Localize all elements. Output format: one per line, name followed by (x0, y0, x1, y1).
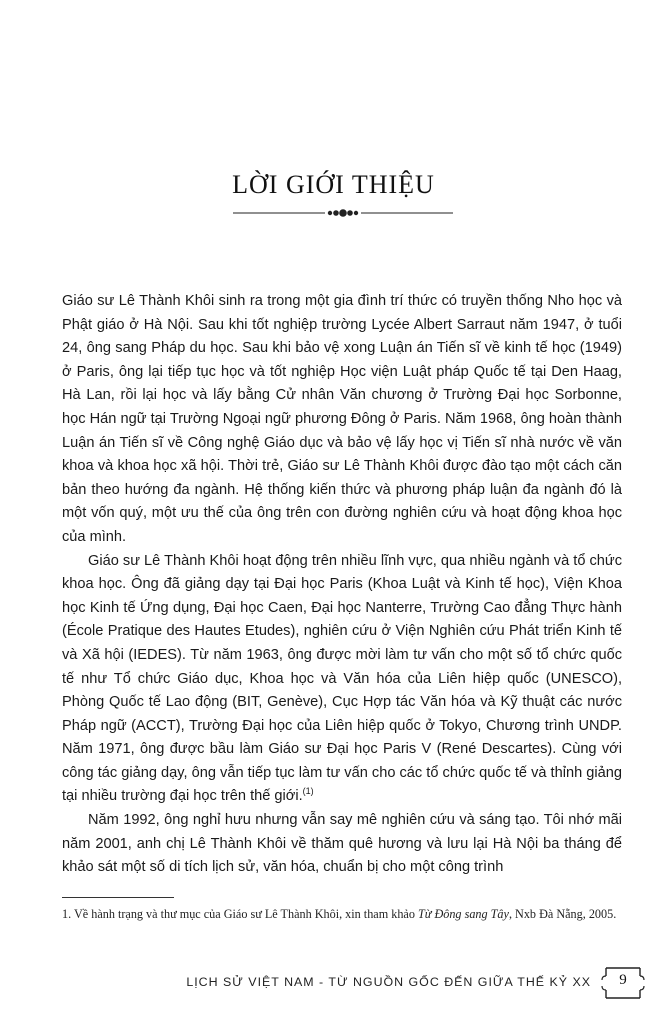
running-head: LỊCH SỬ VIỆT NAM - TỪ NGUỒN GỐC ĐẾN GIỮA THẾ KỶ XX (186, 975, 591, 989)
paragraph-1: Giáo sư Lê Thành Khôi sinh ra trong một gia đình trí thức có truyền thống Nho học và Phật giáo ở Hà Nội. Sau khi tốt nghiệp trường Lycée Albert Sarraut năm 1947, ở tuổi 24, ông sang Pháp du học. Sau khi bảo vệ xong Luận án Tiến sĩ về kinh tế học (1949) ở Paris, ông lại tiếp tục học và tốt nghiệp Học viện Luật pháp Quốc tế tại Den Haag, Hà Lan, rồi lại học và lấy bằng Cử nhân Văn chương ở Trường Đại học Sorbonne, học Hán ngữ tại Trường Ngoại ngữ phương Đông ở Paris. Năm 1968, ông hoàn thành Luận án Tiến sĩ về Công nghệ Giáo dục và bảo vệ lấy học vị Tiến sĩ nhà nước về văn khoa và khoa học xã hội. Thời trẻ, Giáo sư Lê Thành Khôi được đào tạo một cách căn bản theo hướng đa ngành. Hệ thống kiến thức và phương pháp luận đa ngành đó là một vốn quý, một ưu thế của ông trên con đường nghiên cứu và hoạt động khoa học của mình. (62, 293, 622, 545)
page-number: 9 (619, 972, 627, 988)
paragraph-2-text: Giáo sư Lê Thành Khôi hoạt động trên nhiều lĩnh vực, qua nhiều ngành và tổ chức khoa học. Ông đã giảng dạy tại Đại học Paris (Khoa Luật và Kinh tế học), Viện Khoa học Kinh tế Ứng dụng, Đại học Caen, Đại học Nanterre, Trường Cao đẳng Thực hành (École Pratique des Hautes Etudes), nghiên cứu ở Viện Nghiên cứu Phát triển Kinh tế và Xã hội (IEDES). Từ năm 1963, ông được mời làm tư vấn cho một số tổ chức quốc tế như Tổ chức Giáo dục, Khoa học và Văn hóa của Liên hiệp quốc (UNESCO), Phòng Quốc tế Lao động (BIT, Genève), Cục Hợp tác Văn hóa và Kỹ thuật các nước Pháp ngữ (ACCT), Trường Đại học của Liên hiệp quốc ở Tokyo, Chương trình UNDP. Năm 1971, ông được bầu làm Giáo sư Đại học Paris V (René Descartes). Cùng với công tác giảng dạy, ông vẫn tiếp tục làm tư vấn cho các tổ chức quốc tế và thỉnh giảng tại nhiều trường đại học trên thế giới. (62, 552, 622, 805)
footnote-divider (62, 897, 174, 898)
footnote-book-title: Từ Đông sang Tây (417, 907, 509, 921)
chapter-title: LỜI GIỚI THIỆU (232, 170, 435, 199)
paragraph-2 (62, 550, 622, 810)
footnote (62, 905, 622, 924)
footnote-reference[interactable]: (1) (302, 786, 314, 797)
body-text (62, 290, 622, 880)
title-ornament-icon (233, 206, 453, 220)
footnote-text-b: , Nxb Đà Nẵng, 2005. (508, 907, 617, 921)
paragraph-3: Năm 1992, ông nghỉ hưu nhưng vẫn say mê nghiên cứu và sáng tạo. Tôi nhớ mãi năm 2001, anh chị Lê Thành Khôi về thăm quê hương và lưu lại Hà Nội ba tháng để khảo sát một số di tích lịch sử, văn hóa, chuẩn bị cho một công trình (62, 812, 622, 876)
footnote-text-a: 1. Về hành trạng và thư mục của Giáo sư Lê Thành Khôi, xin tham khảo (62, 907, 418, 921)
